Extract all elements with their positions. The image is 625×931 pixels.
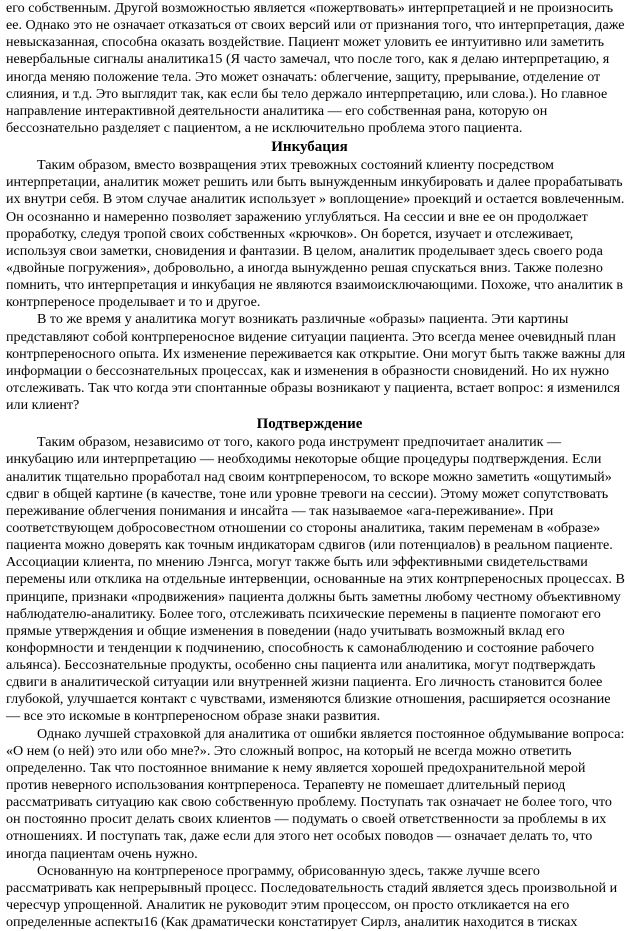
incubation-paragraph-1 bbox=[6, 157, 625, 311]
text-line: наблюдателю-аналитику. Более того, отслеживать психические перемены в пациенте помогают его bbox=[6, 605, 601, 622]
text-line: проработку, следуя тропой своих собственных «крючков». Он борется, изучает и отслеживает, bbox=[6, 225, 574, 242]
text-line: Ассоциации клиента, по мнению Лэнгса, могут также быть или эффективными свидетельствами bbox=[6, 554, 588, 571]
text-line: иногда пациентам очень нужно. bbox=[6, 845, 198, 862]
text-line: их внутри себя. В этом случае аналитик использует » воплощение» проекций и остается вовлеченным. bbox=[6, 191, 625, 208]
text-line: контрпереносного опыта. Их изменение переживается как открытие. Они могут быть также важны для bbox=[6, 345, 625, 362]
section-heading-confirmation: Подтверждение bbox=[256, 416, 363, 433]
text-line: принципе, признаки «продвижения» пациента должны быть заметны любому честному объективному bbox=[6, 588, 621, 605]
text-line: помнить, что интерпретация и инкубация не являются взаимоисключающими. Похоже, что аналитик в bbox=[6, 277, 624, 294]
text-line: бессознательно разделяет с пациентом, а не исключительно проблема этого пациента. bbox=[6, 119, 523, 136]
text-line: против неверного использования контрпереноса. Терапевту не помешает длительный период bbox=[6, 777, 566, 794]
text-line: соответствующем добросовестном отношении со стороны аналитика, таким переменам в «образе» bbox=[6, 519, 601, 536]
section-heading-incubation: Инкубация bbox=[271, 139, 348, 156]
text-line: слияния, и т.д. Это выглядит так, как если бы тело держало интерпретацию, или слова.). Но главное bbox=[6, 85, 608, 102]
text-line: рассматривать ситуацию как свою собственную проблему. Поступать так означает не более того, что bbox=[6, 794, 612, 811]
confirmation-paragraph-2 bbox=[6, 725, 625, 863]
text-line: — все это искомые в контрпереносном образе знаки развития. bbox=[6, 708, 381, 725]
text-line: невысказанная, способна оказать воздействие. Пациент может уловить ее интуитивно или заметить bbox=[6, 34, 605, 51]
intro-paragraph bbox=[6, 0, 625, 137]
text-line: аналитик тщательно проработал над своим контрпереносом, то вскоре можно заметить «ощутимый» bbox=[6, 468, 612, 485]
incubation-paragraph-2 bbox=[6, 311, 625, 414]
text-line: определенно. Так что постоянное внимание к нему является хорошей предохранительной мерой bbox=[6, 759, 586, 776]
text-line: определенные аспекты16 (Как драматически констатирует Сирлз, аналитик находится в тисках bbox=[6, 914, 578, 931]
text-line: сдвиг в общей картине (в качестве, тоне или уровне тревоги на сессии). Этому может сопутствовать bbox=[6, 485, 609, 502]
text-line: Он осознанно и намеренно позволяет заражению углубляться. На сессии и вне ее он продолжает bbox=[6, 208, 588, 225]
text-line: иногда меняю положение тела. Это может означать: облегчение, защиту, прерывание, отделение от bbox=[6, 68, 601, 85]
text-line: Однако лучшей страховкой для аналитика от ошибки является постоянное обдумывание вопроса: bbox=[37, 725, 625, 742]
text-line: контрпереносе проделывает и то и другое. bbox=[6, 294, 261, 311]
confirmation-paragraph-3 bbox=[6, 862, 618, 931]
confirmation-paragraph-1 bbox=[6, 434, 625, 725]
text-line: В то же время у аналитика могут возникать различные «образы» пациента. Эти картины bbox=[37, 311, 569, 328]
text-line: «О нем (о ней) это или обо мне?». Это сложный вопрос, на который не всегда можно ответить bbox=[6, 742, 572, 759]
text-line: Основанную на контрпереносе программу, обрисованную здесь, также лучше всего bbox=[37, 862, 540, 879]
text-line: рассматривать как непрерывный процесс. Последовательность стадий является здесь произвольной и bbox=[6, 879, 618, 896]
text-line: Таким образом, независимо от того, какого рода инструмент предпочитает аналитик — bbox=[37, 434, 562, 451]
text-line: пациента можно доверять как точным индикаторам сдвигов (или потенциалов) в реальном пациенте. bbox=[6, 537, 613, 554]
text-line: конформности и тенденции к подчинению, способность к самонаблюдению и состояние рабочего bbox=[6, 639, 595, 656]
text-line: невербальные сигналы аналитика15 (Я часто замечал, что после того, как я делаю интерпретацию, я bbox=[6, 51, 610, 68]
text-line: его собственным. Другой возможностью является «пожертвовать» интерпретацией и не произносить bbox=[6, 0, 614, 16]
text-line: переживание облегчения понимания и инсайта — так называемое «ага-переживание». При bbox=[6, 502, 554, 519]
text-line: Таким образом, вместо возвращения этих тревожных состояний клиенту посредством bbox=[37, 157, 554, 174]
text-line: сдвиги в аналитической ситуации или внутренней жизни пациента. Его личность становится более bbox=[6, 674, 603, 691]
text-line: используя свои заметки, сновидения и фантазии. В целом, аналитик проделывает здесь своего рода bbox=[6, 242, 603, 259]
text-line: прямые утверждения и общие изменения в поведении (надо учитывать возможный вклад его bbox=[6, 622, 565, 639]
text-line: глубокой, улучшается контакт с чувствами, изменяются близкие отношения, расширяется осознание bbox=[6, 691, 611, 708]
text-line: интерпретации, аналитик может решить или быть вынужденным инкубировать и далее прорабатывать bbox=[6, 174, 623, 191]
text-line: он постоянно просит делать своих клиентов — подумать о своей ответственности за проблемы в их bbox=[6, 811, 607, 828]
text-line: отношениях. И поступать так, даже если для этого нет особых поводов — означает делать то, что bbox=[6, 828, 593, 845]
text-line: информации о бессознательных процессах, как и изменения в образности сновидений. Но их нужно bbox=[6, 362, 610, 379]
text-line: инкубацию или интерпретацию — необходимы некоторые общие процедуры подтверждения. Если bbox=[6, 451, 602, 468]
text-line: «двойные погружения», добровольно, а иногда вынужденно решая спускаться вниз. Также полезно bbox=[6, 259, 603, 276]
text-line: чересчур упрощенной. Аналитик не руководит этим процессом, он просто откликается на его bbox=[6, 897, 570, 914]
text-line: альянса). Бессознательные продукты, особенно сны пациента или аналитика, могут подтверждать bbox=[6, 657, 596, 674]
text-line: ее. Однако это не означает отказаться от своих версий или от признания того, что интерпретация, даже bbox=[6, 17, 625, 34]
text-line: перемены или отклика на отдельные интервенции, основанные на этих контрпереносных процессах. В bbox=[6, 571, 625, 588]
text-line: направление интерактивной деятельности аналитика — его собственная рана, которую он bbox=[6, 102, 548, 119]
text-line: или клиент? bbox=[6, 397, 80, 414]
text-line: отслеживать. Так что когда эти спонтанные образы возникают у пациента, встает вопрос: я изменился bbox=[6, 379, 621, 396]
text-line: представляют собой контрпереносное видение ситуации пациента. Это всегда менее очевидный план bbox=[6, 328, 616, 345]
